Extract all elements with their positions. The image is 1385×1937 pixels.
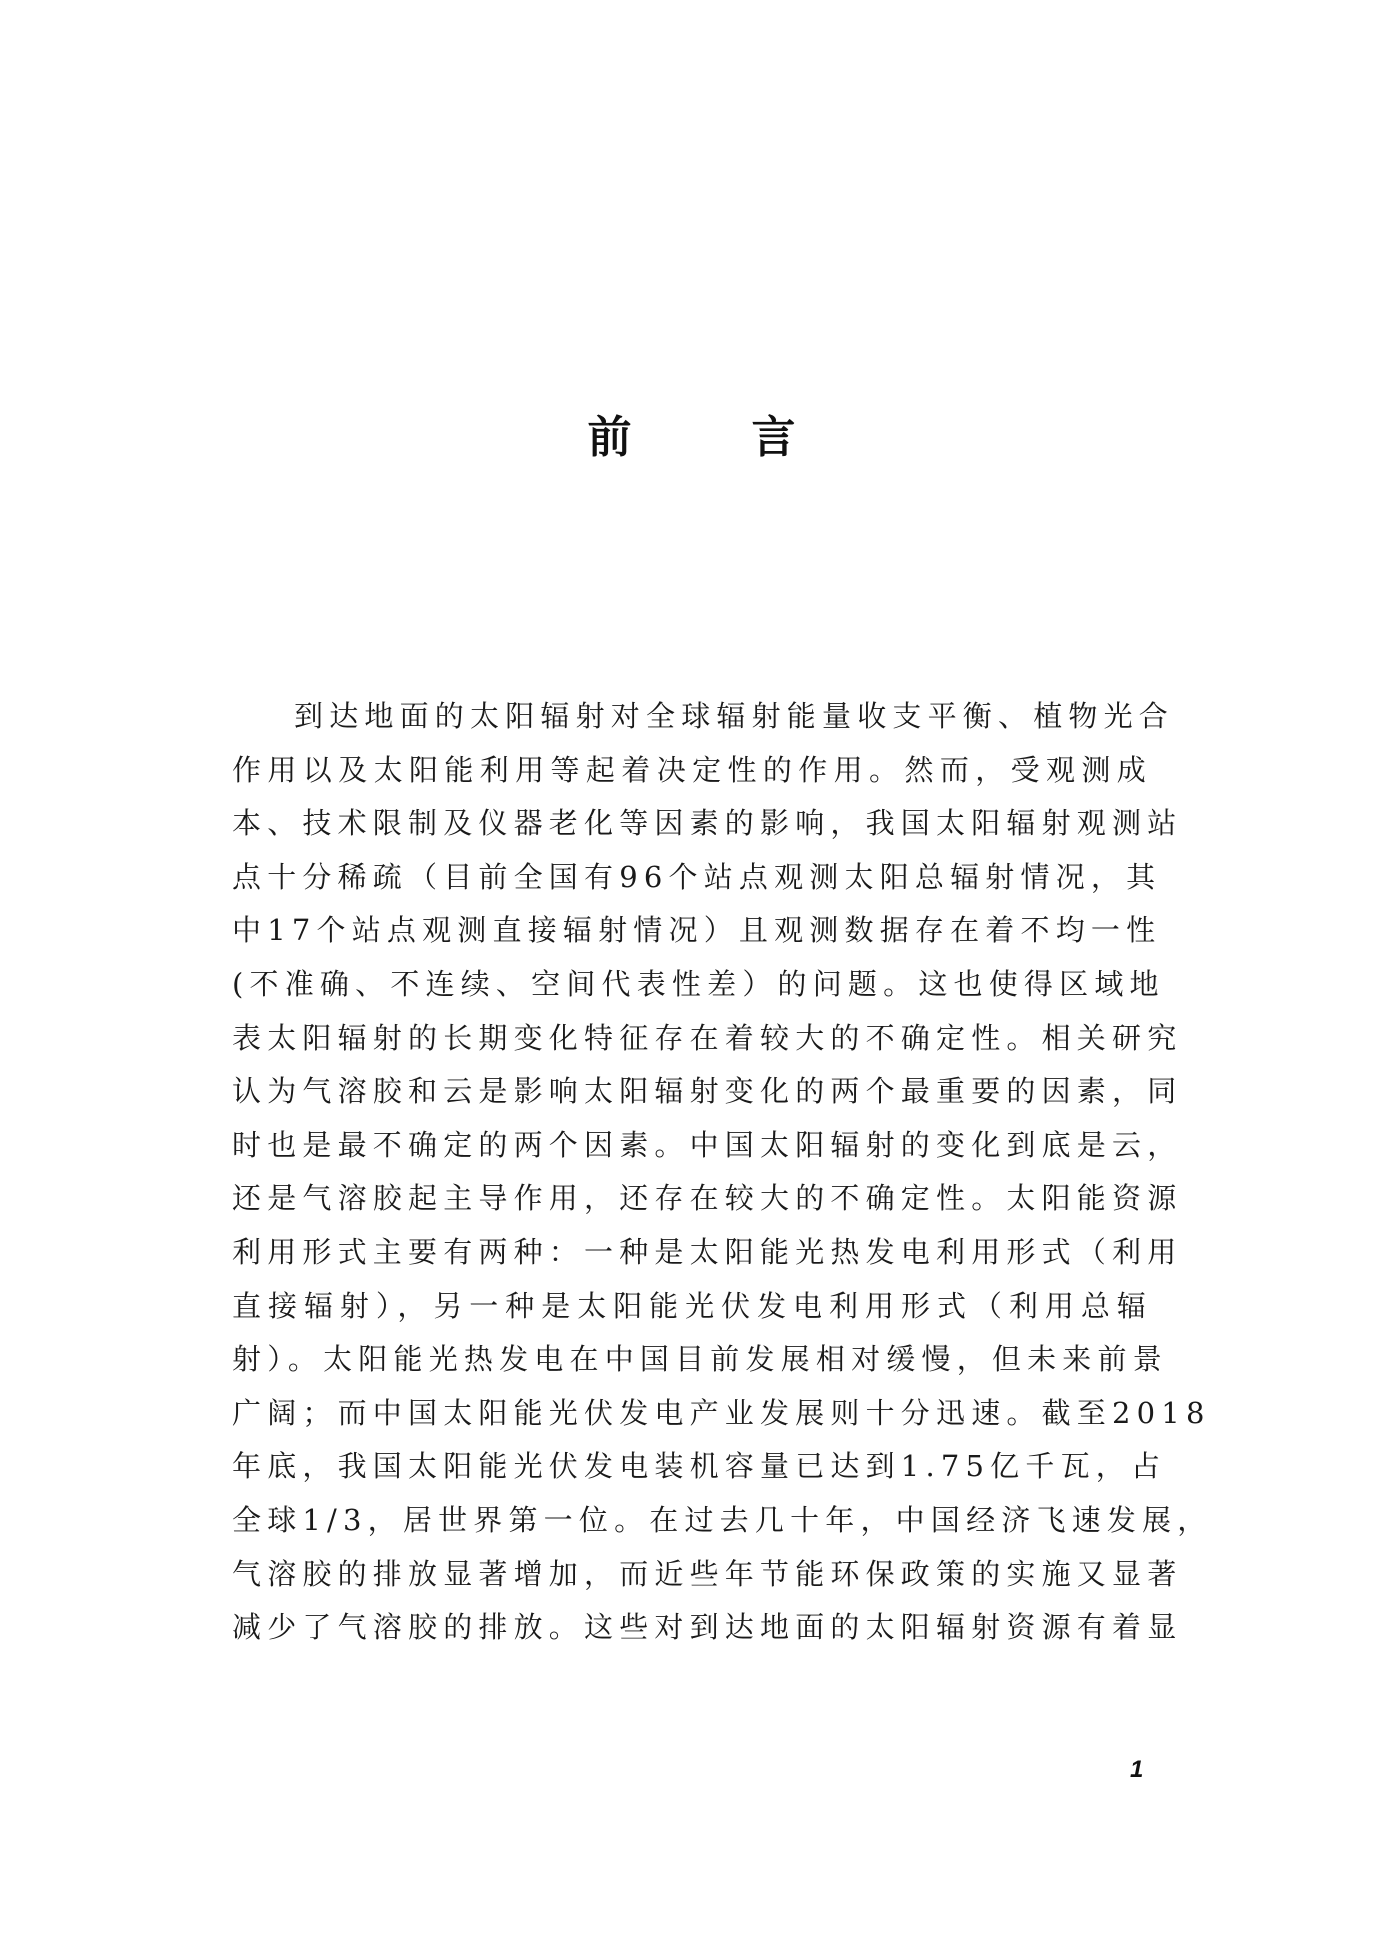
text-line: 认为气溶胶和云是影响太阳辐射变化的两个最重要的因素，同 — [232, 1074, 1183, 1109]
text-line: 直接辐射），另一种是太阳能光伏发电利用形式（利用总辐 — [232, 1288, 1152, 1323]
page-title — [0, 408, 1385, 468]
text-line: (不准确、不连续、空间代表性差）的问题。这也使得区域地 — [232, 966, 1165, 1001]
text-line: 全球1/3，居世界第一位。在过去几十年，中国经济飞速发展， — [232, 1502, 1213, 1537]
text-line: 气溶胶的排放显著增加，而近些年节能环保政策的实施又显著 — [232, 1556, 1183, 1591]
text-line: 作用以及太阳能利用等起着决定性的作用。然而，受观测成 — [232, 752, 1152, 787]
text-line: 中17个站点观测直接辐射情况）且观测数据存在着不均一性 — [232, 913, 1162, 948]
text-line: 时也是最不确定的两个因素。中国太阳辐射的变化到底是云， — [232, 1127, 1183, 1162]
text-line: 表太阳辐射的长期变化特征存在着较大的不确定性。相关研究 — [232, 1020, 1183, 1055]
text-line: 点十分稀疏（目前全国有96个站点观测太阳总辐射情况，其 — [232, 859, 1162, 894]
text-line: 利用形式主要有两种：一种是太阳能光热发电利用形式（利用 — [232, 1234, 1183, 1269]
text-line: 到达地面的太阳辐射对全球辐射能量收支平衡、植物光合 — [294, 699, 1175, 733]
text-line: 减少了气溶胶的排放。这些对到达地面的太阳辐射资源有着显 — [232, 1610, 1183, 1645]
text-line: 还是气溶胶起主导作用，还存在较大的不确定性。太阳能资源 — [232, 1181, 1183, 1216]
text-line: 年底，我国太阳能光伏发电装机容量已达到1.75亿千瓦，占 — [232, 1449, 1167, 1484]
text-line: 广阔；而中国太阳能光伏发电产业发展则十分迅速。截至2018 — [232, 1395, 1211, 1430]
text-line: 射）。太阳能光热发电在中国目前发展相对缓慢，但未来前景 — [232, 1342, 1168, 1377]
title-char-2: 言 — [751, 412, 798, 463]
title-char-1: 前 — [587, 412, 634, 463]
text-line: 本、技术限制及仪器老化等因素的影响，我国太阳辐射观测站 — [232, 806, 1183, 841]
preface-paragraph — [232, 690, 1213, 1655]
page-number: 1 — [1130, 1756, 1144, 1783]
